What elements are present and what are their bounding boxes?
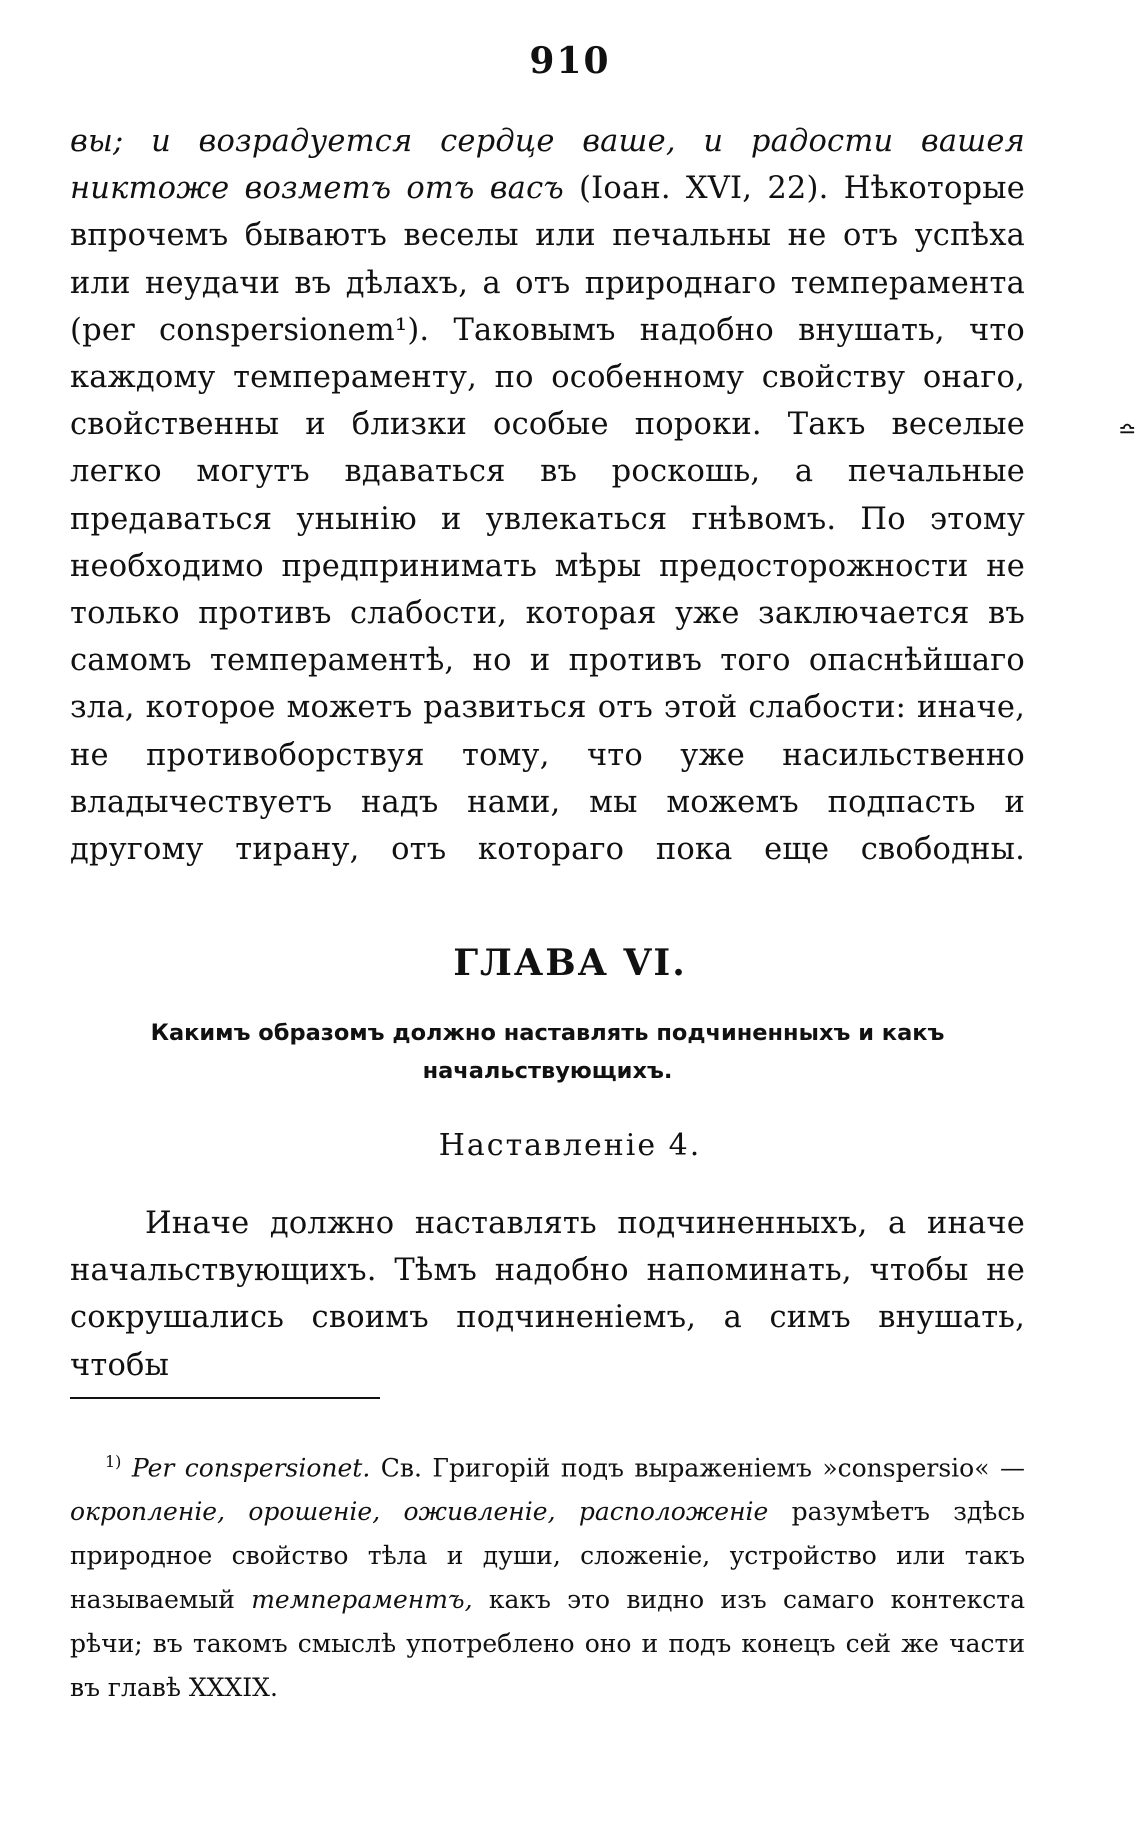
paragraph-text: Нѣкоторые впрочемъ бываютъ веселы или печальны не отъ успѣха или неудачи въ дѣлахъ, а отъ природнаго темперамента (per conspersionem¹). Таковымъ надобно внушать, что каждому темпераменту, по особенному свойству онаго, свойственны и близки особые пороки. Такъ веселые легко могутъ вдаваться въ роскошь, а печальные предаваться унынію и увлекаться гнѣвомъ. По этому необходимо предпринимать мѣры предосторожности не только противъ слабости, которая уже заключается въ самомъ темпераментѣ, но и противъ того опаснѣйшаго зла, которое можетъ развиться отъ этой слабости: иначе, не противоборствуя тому, что уже насильственно владычествуетъ надъ нами, мы можемъ подпасть и другому тирану, отъ котораго пока еще свободны.: [70, 171, 1025, 868]
footnote: [70, 1440, 1025, 1710]
footnote-divider: [70, 1397, 380, 1399]
footnote-temperament: темпераментъ,: [251, 1585, 473, 1615]
page-number: 910: [529, 40, 611, 82]
chapter-subtitle: Какимъ образомъ должно наставлять подчиненныхъ и какъ начальствующихъ.: [150, 1020, 945, 1084]
main-text: [70, 118, 1025, 873]
margin-mark: ≏: [1118, 418, 1137, 443]
instruction-title: Наставленіе 4.: [438, 1128, 702, 1163]
instruction-paragraph: Иначе должно наставлять подчиненныхъ, а иначе начальствующихъ. Тѣмъ надобно напоминать, чтобы не сокрушались своимъ подчиненіемъ, а симъ внушать, чтобы: [70, 1206, 1025, 1383]
footnote-paragraph: [70, 1440, 1025, 1710]
scripture-reference: (Іоан. XVI, 22).: [579, 171, 829, 207]
footnote-text-c: какъ это видно изъ самаго контекста рѣчи; въ такомъ смыслѣ употреблено оно и подъ конецъ сей же части въ главѣ XXXIX.: [70, 1585, 1025, 1703]
paragraph-continuation: [70, 118, 1025, 873]
scripture-quote: вы; и возрадуется сердце ваше, и радости вашея никтоже возметъ отъ васъ: [70, 124, 1025, 207]
footnote-marker: 1): [105, 1452, 122, 1471]
footnote-latin-term: Per conspersionet.: [131, 1453, 371, 1483]
chapter-title: ГЛАВА VI.: [453, 942, 687, 984]
instruction-body: [70, 1200, 1025, 1389]
footnote-text-a: Св. Григорій подъ выраженіемъ »conspersio«: [380, 1453, 990, 1483]
footnote-text-b: разумѣетъ здѣсь природное свойство тѣла и души, сложеніе, устройство или такъ называемый: [70, 1497, 1025, 1615]
footnote-terms: —окропленіе, орошеніе, оживленіе, расположеніе: [70, 1453, 1025, 1527]
